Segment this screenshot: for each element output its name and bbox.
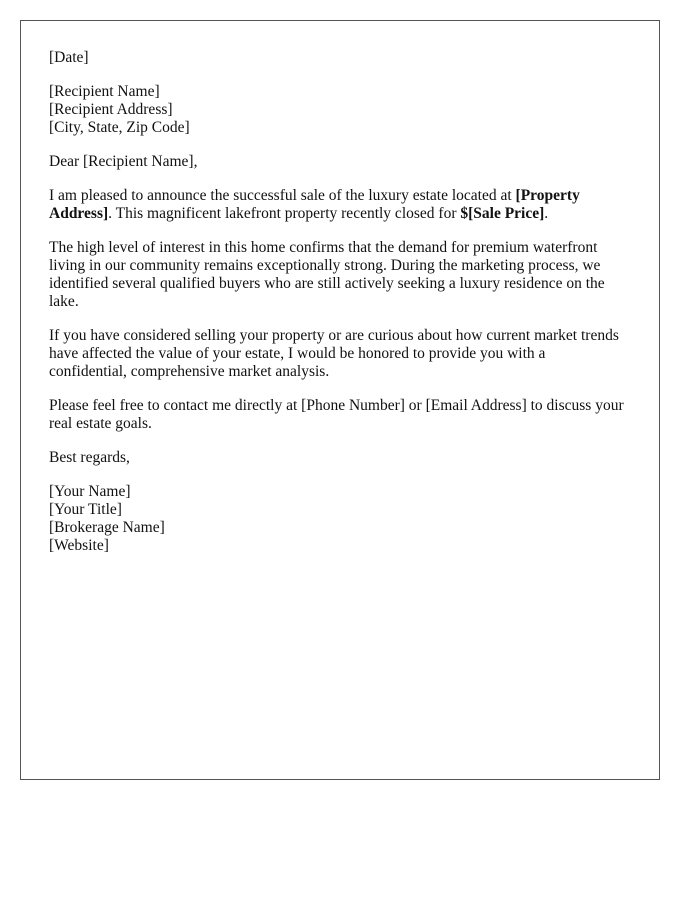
recipient-name: [Recipient Name] <box>49 83 160 100</box>
paragraph-announcement <box>49 187 627 223</box>
salutation-text: Dear [Recipient Name], <box>49 153 198 170</box>
paragraph-market-interest-text: The high level of interest in this home confirms that the demand for premium waterfront living in our community remains exceptionally strong. During the marketing process, we identified several qualified buyers who are still actively seeking a luxury residence on the lake. <box>49 239 605 310</box>
sale-price-placeholder: $[Sale Price] <box>460 205 545 222</box>
paragraph-announcement-text-1: I am pleased to announce the successful sale of the luxury estate located at <box>49 187 516 204</box>
property-address-placeholder: [Property Address] <box>49 187 580 222</box>
recipient-city-state-zip: [City, State, Zip Code] <box>49 119 190 136</box>
salutation <box>49 153 627 171</box>
paragraph-market-analysis <box>49 327 627 381</box>
closing-text: Best regards, <box>49 449 130 466</box>
signature-block <box>49 483 627 555</box>
paragraph-market-interest <box>49 239 627 311</box>
paragraph-announcement-text-3: . <box>544 205 549 222</box>
closing <box>49 449 627 467</box>
paragraph-market-analysis-text: If you have considered selling your property or are curious about how current market trends have affected the value of your estate, I would be honored to provide you with a confidential, comprehensive market analysis. <box>49 327 619 380</box>
paragraph-announcement-text-2: . This magnificent lakefront property recently closed for <box>108 205 461 222</box>
letter-body <box>49 49 627 571</box>
signature-brokerage: [Brokerage Name] <box>49 519 165 536</box>
recipient-block <box>49 83 627 137</box>
date-line: [Date] <box>49 49 89 66</box>
letter-page <box>20 20 660 780</box>
signature-title: [Your Title] <box>49 501 122 518</box>
signature-name: [Your Name] <box>49 483 131 500</box>
paragraph-contact <box>49 397 627 433</box>
paragraph-contact-text: Please feel free to contact me directly at [Phone Number] or [Email Address] to discuss your real estate goals. <box>49 397 624 432</box>
signature-website: [Website] <box>49 537 109 554</box>
recipient-address: [Recipient Address] <box>49 101 173 118</box>
date-block <box>49 49 627 67</box>
